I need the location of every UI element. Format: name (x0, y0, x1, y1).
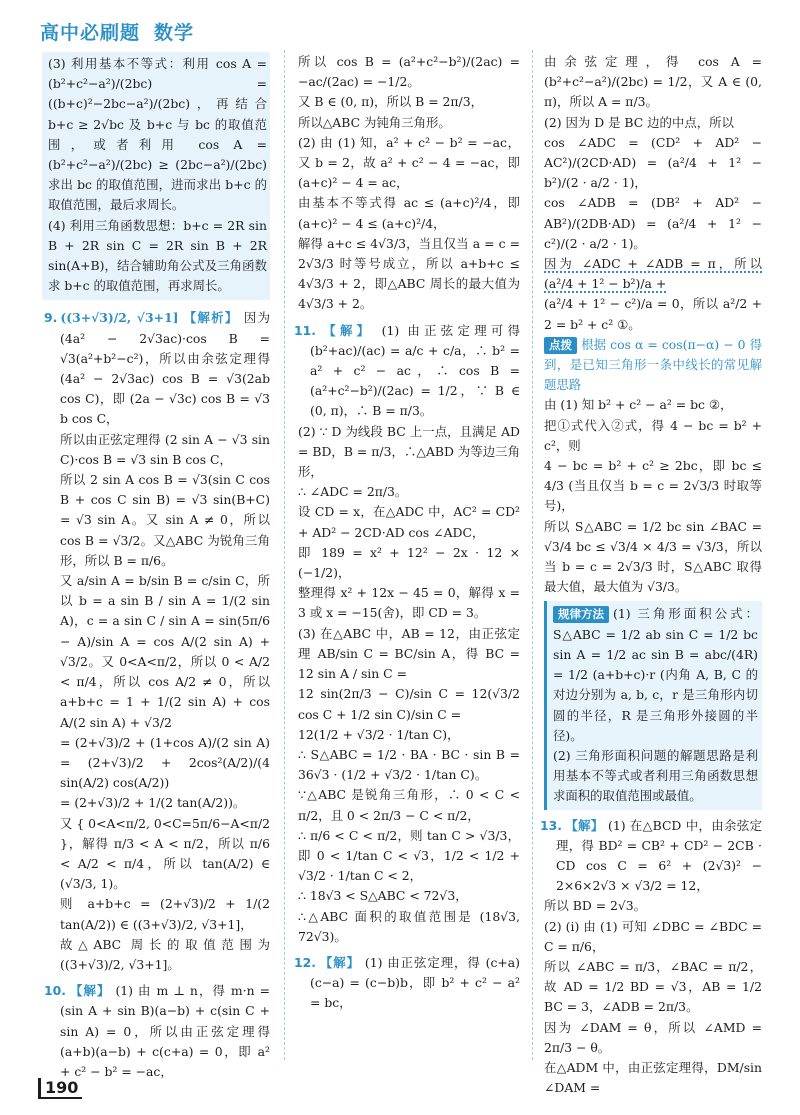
book-title: 高中必刷题 (40, 22, 141, 44)
solution-line: 所以 2 sin A cos B = √3(sin C cos B + cos C sin B) = √3 sin(B+C) = √3 sin A。又 sin A ≠ 0，所以 cos B = √3/2。又△ABC 为锐角三角形，所以 B = π/6。 (60, 472, 270, 568)
question-10 (44, 981, 270, 1082)
solution-line: cos ∠ADB = (DB² + AD² − AB²)/(2DB·AD) = (a²/4 + 1² − c²)/(2 · a/2 · 1)。 (544, 195, 762, 251)
method-line: (2) 三角形面积问题的解题思路是利用基本不等式或者利用三角函数思想求面积的取值范围或最值。 (553, 747, 758, 804)
solution-line: 则 a+b+c = (2+√3)/2 + 1/(2 tan(A/2)) ∈ ((3+√3)/2, √3+1]， (60, 896, 270, 932)
subject-label: 数学 (154, 22, 195, 44)
hint-text: 根据 cos α = cos(π−α) − 0 得到，是已知三角形一条中线长的常见解题思路 (544, 336, 762, 393)
solution-line: 由余弦定理，得 cos A = (b²+c²−a²)/(2bc) = 1/2，又 A ∈ (0, π)，所以 A = π/3。 (544, 54, 762, 110)
question-number: 13. (540, 817, 562, 833)
solution-line: (2) 因为 D 是 BC 边的中点，所以 (544, 114, 734, 130)
question-number: 11. (294, 322, 316, 338)
solution-line: 所以 S△ABC = 1/2 bc sin ∠BAC = √3/4 bc ≤ √3/4 × 4/3 = √3/3，所以当 b = c = 2√3/3 时，S△ABC 取得最大值，最大值为 √3/3。 (544, 518, 762, 595)
solution-line: 又 B ∈ (0, π)，所以 B = 2π/3， (298, 94, 484, 110)
solution-line: 由 (1) 知 b² + c² − a² = bc ②， (544, 397, 733, 413)
solution-tag: 【解】 (318, 954, 360, 970)
solution-line: 所以 cos B = (a²+c²−b²)/(2ac) = −ac/(2ac) = −1/2。 (298, 54, 520, 90)
solution-line: 又 { 0<A<π/2, 0<C=5π/6−A<π/2 }，解得 π/3 < A < π/2，所以 π/6 < A/2 < π/4，所以 tan(A/2) ∈ (√3/3, 1)。 (60, 815, 270, 892)
solution-line: ∴ S△ABC = 1/2 · BA · BC · sin B = 36√3 · (1/2 + √3/2 · 1/tan C)。 (298, 746, 520, 783)
question-9 (44, 308, 271, 429)
method-summary-box (42, 52, 270, 300)
method-box (544, 601, 762, 809)
solution-line: ∴ π/6 < C < π/2，则 tan C > √3/3，即 0 < 1/tan C < √3，1/2 < 1/2 + √3/2 · 1/tan C < 2， (298, 827, 520, 884)
question-number: 9. (44, 310, 58, 326)
question-13 (540, 816, 762, 897)
column-divider (284, 50, 285, 1060)
solution-line: ∴ ∠ADC = 2π/3。 (298, 484, 408, 500)
hint-tag: 点拨 (544, 337, 577, 354)
solution-line: (3) 在△ABC 中，AB = 12，由正弦定理 AB/sin C = BC/sin A，得 BC = 12 sin A / sin C = (298, 625, 520, 682)
book-header (40, 18, 194, 45)
solution-line: 所以 ∠ABC = π/3，∠BAC = π/2，故 AD = 1/2 BD = √3，AB = 1/2 BC = 3，∠ADB = 2π/3。 (544, 958, 762, 1015)
question-12 (294, 953, 520, 1014)
solution-line: 由基本不等式得 ac ≤ (a+c)²/4，即 (a+c)² − 4 ≤ (a+c)²/4， (298, 195, 520, 231)
column-left (44, 52, 271, 1079)
highlighted-step: 因为 ∠ADC + ∠ADB = π，所以 (a²/4 + 1² − b²)/a + (544, 256, 762, 292)
solution-line: (1) 由正弦定理，得 (c+a)(c−a) = (c−b)b，即 b² + c² − a² = bc， (310, 954, 520, 1011)
solution-line: 把①式代入②式，得 4 − bc = b² + c²，则 (544, 417, 762, 453)
solution-line: 整理得 x² + 12x − 45 = 0，解得 x = 3 或 x = −15(舍)，即 CD = 3。 (298, 585, 520, 621)
column-divider (532, 50, 533, 1060)
method-paragraph: (4) 利用三角函数思想：b+c = 2R sin B + 2R sin C = 2R sin B + 2R sin(A+B)，结合辅助角公式及三角函数求 b+c 的取值范围，再求周长。 (48, 217, 267, 294)
question-11 (294, 321, 520, 422)
solution-line: (2) ∵ D 为线段 BC 上一点，且满足 AD = BD，B = π/3，∴△ABD 为等边三角形， (298, 423, 520, 480)
solution-line: ∵△ABC 是锐角三角形，∴ 0 < C < π/2，且 0 < 2π/3 − C < π/2， (298, 787, 520, 823)
solution-line: cos ∠ADC = (CD² + AD² − AC²)/(2CD·AD) = (a²/4 + 1² − b²)/(2 · a/2 · 1)， (544, 134, 762, 191)
solution-line: (2) (i) 由 (1) 可知 ∠DBC = ∠BDC = C = π/6， (544, 918, 762, 954)
solution-line: = (2+√3)/2 + 1/(2 tan(A/2))。 (60, 795, 246, 811)
solution-line: (1) 由 m ⊥ n，得 m·n = (sin A + sin B)(a−b) + c(sin C + sin A) = 0，所以由正弦定理得 (a+b)(a−b) + c(c+a) = 0，即 a² + c² − b² = −ac， (60, 983, 270, 1079)
solution-line: (a²/4 + 1² − c²)/a = 0，所以 a²/2 + 2 = b² + c² ①。 (544, 296, 762, 332)
solution-tag: 【解】 (564, 817, 604, 833)
method-text: (1) 三角形面积公式：S△ABC = 1/2 ab sin C = 1/2 bc sin A = 1/2 ac sin B = abc/(4R) = 1/2 (a+b+c)·r (内角 A, B, C 的对边分别为 a, b, c，r 是三角形内切圆的半径，R 是三角形外接圆的半径)。 (553, 606, 758, 743)
solution-line: 因为 (4a² − 2√3ac)·cos B = √3(a²+b²−c²)，所以由余弦定理得 (4a² − 2√3ac) cos B = √3(2ab cos C)，即 (2a − √3c) cos B = √3 b cos C， (60, 310, 271, 427)
solution-line: (2) 由 (1) 知，a² + c² − b² = −ac，又 b = 2，故 a² + c² − 4 = −ac，即 (a+c)² − 4 = ac， (298, 134, 520, 191)
solution-line (544, 254, 762, 294)
solution-line: 又 a/sin A = b/sin B = c/sin C，所以 b = a sin B / sin A = 1/(2 sin A)，c = a sin C / sin A = sin(5π/6 − A)/sin A = cos A/(2 sin A) + √3/2。又 0<A<π/2，所以 0 < A/2 < π/4，所以 cos A/2 ≠ 0，所以 a+b+c = 1 + 1/(2 sin A) + cos A/(2 sin A) + √3/2 (60, 573, 270, 730)
page-number: 190 (38, 1078, 82, 1099)
solution-line: 解得 a+c ≤ 4√3/3，当且仅当 a = c = 2√3/3 时等号成立，所以 a+b+c ≤ 4√3/3 + 2，即△ABC 周长的最大值为 4√3/3 + 2。 (298, 235, 520, 312)
solution-line: (1) 由正弦定理可得 (b²+ac)/(ac) = a/c + c/a，∴ b² = a² + c² − ac，∴ cos B = (a²+c²−b²)/(2ac) = 1/2，∵ B ∈ (0, π)，∴ B = π/3。 (310, 322, 520, 419)
solution-tag: 【解】 (318, 322, 374, 338)
solution-line: 4 − bc = b² + c² ≥ 2bc，即 bc ≤ 4/3 (当且仅当 b = c = 2√3/3 时取等号)， (544, 458, 762, 514)
question-number: 10. (44, 983, 66, 999)
solution-line: ∴ 18√3 < S△ABC < 72√3， (298, 888, 468, 904)
solution-line: 12 sin(2π/3 − C)/sin C = 12(√3/2 cos C + 1/2 sin C)/sin C = (298, 686, 520, 722)
solution-line: 设 CD = x，在△ADC 中，AC² = CD² + AD² − 2CD·AD cos ∠ADC， (298, 504, 520, 540)
method-tag: 规律方法 (553, 606, 609, 623)
answer-value: ((3+√3)/2, √3+1] (60, 310, 179, 326)
solution-line: 所以由正弦定理得 (2 sin A − √3 sin C)·cos B = √3 sin B cos C， (60, 431, 270, 467)
solution-tag: 【解析】 (183, 310, 239, 326)
solution-line: ∴△ABC 面积的取值范围是 (18√3, 72√3)。 (298, 908, 520, 944)
solution-line: 在△ADM 中，由正弦定理得，DM/sin ∠DAM = (544, 1059, 762, 1096)
method-line (553, 604, 758, 745)
hint-note (544, 335, 762, 396)
solution-tag: 【解】 (68, 983, 111, 999)
solution-line: 所以△ABC 为钝角三角形。 (298, 114, 451, 130)
question-number: 12. (294, 954, 316, 970)
column-right (540, 52, 762, 1096)
method-paragraph: (3) 利用基本不等式：利用 cos A = (b²+c²−a²)/(2bc) = ((b+c)²−2bc−a²)/(2bc)，再结合 b+c ≥ 2√bc 及 b+c 与 bc 的取值范围，或者利用 cos A = (b²+c²−a²)/(2bc) ≥ (2bc−a²)/(2bc) 求出 bc 的取值范围，进而求出 b+c 的取值范围，最后求周长。 (48, 56, 267, 213)
solution-line: (1) 在△BCD 中，由余弦定理，得 BD² = CB² + CD² − 2CB · CD cos C = 6² + (2√3)² − 2×6×2√3 × √3/2 = 12， (556, 817, 762, 894)
solution-line: 因为 ∠DAM = θ，所以 ∠AMD = 2π/3 − θ。 (544, 1019, 762, 1055)
solution-line: 12(1/2 + √3/2 · 1/tan C)， (298, 726, 460, 742)
solution-line: 故△ABC 周长的取值范围为 ((3+√3)/2, √3+1]。 (60, 936, 270, 972)
solution-line: 所以 BD = 2√3。 (544, 898, 647, 914)
solution-line: 即 189 = x² + 12² − 2x · 12 × (−1/2)， (298, 544, 520, 581)
column-middle (294, 52, 520, 1062)
solution-line: = (2+√3)/2 + (1+cos A)/(2 sin A) = (2+√3)/2 + 2cos²(A/2)/(4 sin(A/2) cos(A/2)) (60, 734, 270, 791)
